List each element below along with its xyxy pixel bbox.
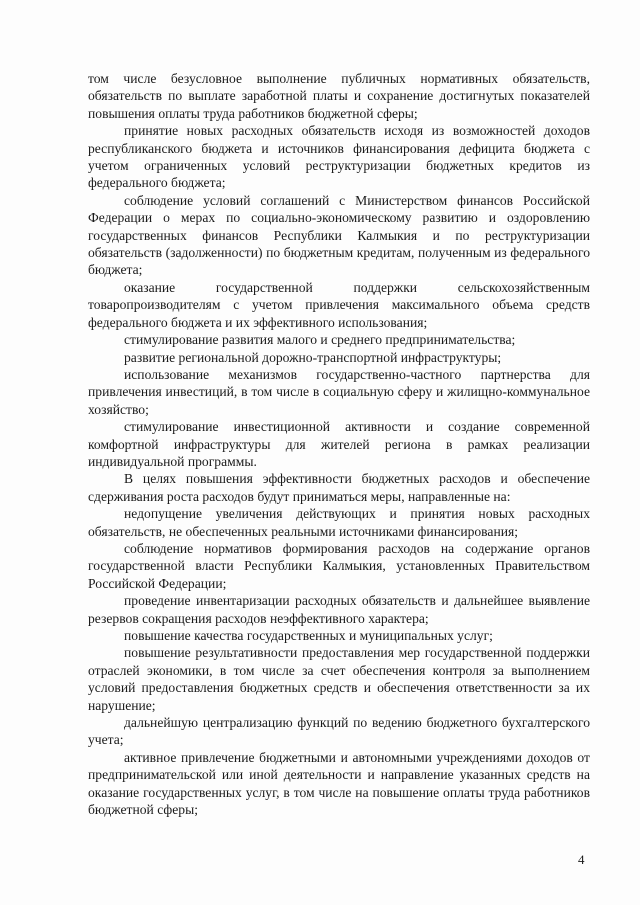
paragraph: активное привлечение бюджетными и автономными учреждениями доходов от предпринимательской или иной деятельности и направление указанных средств на оказание государственных услуг, в том числе на повышение оплаты труда работников бюджетной сферы; [88,749,590,818]
paragraph: повышение качества государственных и муниципальных услуг; [124,628,493,643]
paragraph: дальнейшую централизацию функций по ведению бюджетного бухгалтерского учета; [88,715,590,748]
paragraph: оказание государственной поддержки сельскохозяйственным товаропроизводителям с учетом привлечения максимального объема средств федерального бюджета и их эффективного использования; [88,279,590,330]
paragraph: В целях повышения эффективности бюджетных расходов и обеспечение сдерживания роста расходов будут приниматься меры, направленные на: [88,471,590,504]
paragraph: проведение инвентаризации расходных обязательств и дальнейшее выявление резервов сокращения расходов неэффективного характера; [88,593,590,626]
paragraph: соблюдение условий соглашений с Министерством финансов Российской Федерации о мерах по социально-экономическому развитию и оздоровлению государственных финансов Республики Калмыкия и по реструктуризации обязательств (задолженности) по бюджетным кредитам, полученным из федерального бюджета; [88,192,590,278]
paragraph: принятие новых расходных обязательств исходя из возможностей доходов республиканского бюджета и источников финансирования дефицита бюджета с учетом ограниченных условий реструктуризации бюджетных кредитов из федерального бюджета; [88,123,590,191]
paragraph: стимулирование развития малого и среднего предпринимательства; [124,332,516,348]
paragraph: стимулирование инвестиционной активности и создание современной комфортной инфраструктуры для жителей региона в рамках реализации индивидуальной программы. [88,419,590,469]
paragraph: повышение результативности предоставления мер государственной поддержки отраслей экономики, в том числе за счет обеспечения контроля за выполнением условий предоставления бюджетных средств и обеспечения ответственности за их нарушение; [88,645,590,713]
paragraph: соблюдение нормативов формирования расходов на содержание органов государственной власти Республики Калмыкия, установленных Правительством Российской Федерации; [88,540,590,591]
paragraph: том числе безусловное выполнение публичных нормативных обязательств, обязательств по выплате заработной платы и сохранение достигнутых показателей повышения оплаты труда работников бюджетной сферы; [88,71,590,121]
document-body [88,70,590,818]
page-number: 4 [578,852,585,867]
paragraph: развитие региональной дорожно-транспортной инфраструктуры; [124,349,502,365]
paragraph: недопущение увеличения действующих и принятия новых расходных обязательств, не обеспеченных реальными источниками финансирования; [88,506,590,539]
paragraph: использование механизмов государственно-частного партнерства для привлечения инвестиций, в том числе в социальную сферу и жилищно-коммунальное хозяйство; [88,366,590,417]
